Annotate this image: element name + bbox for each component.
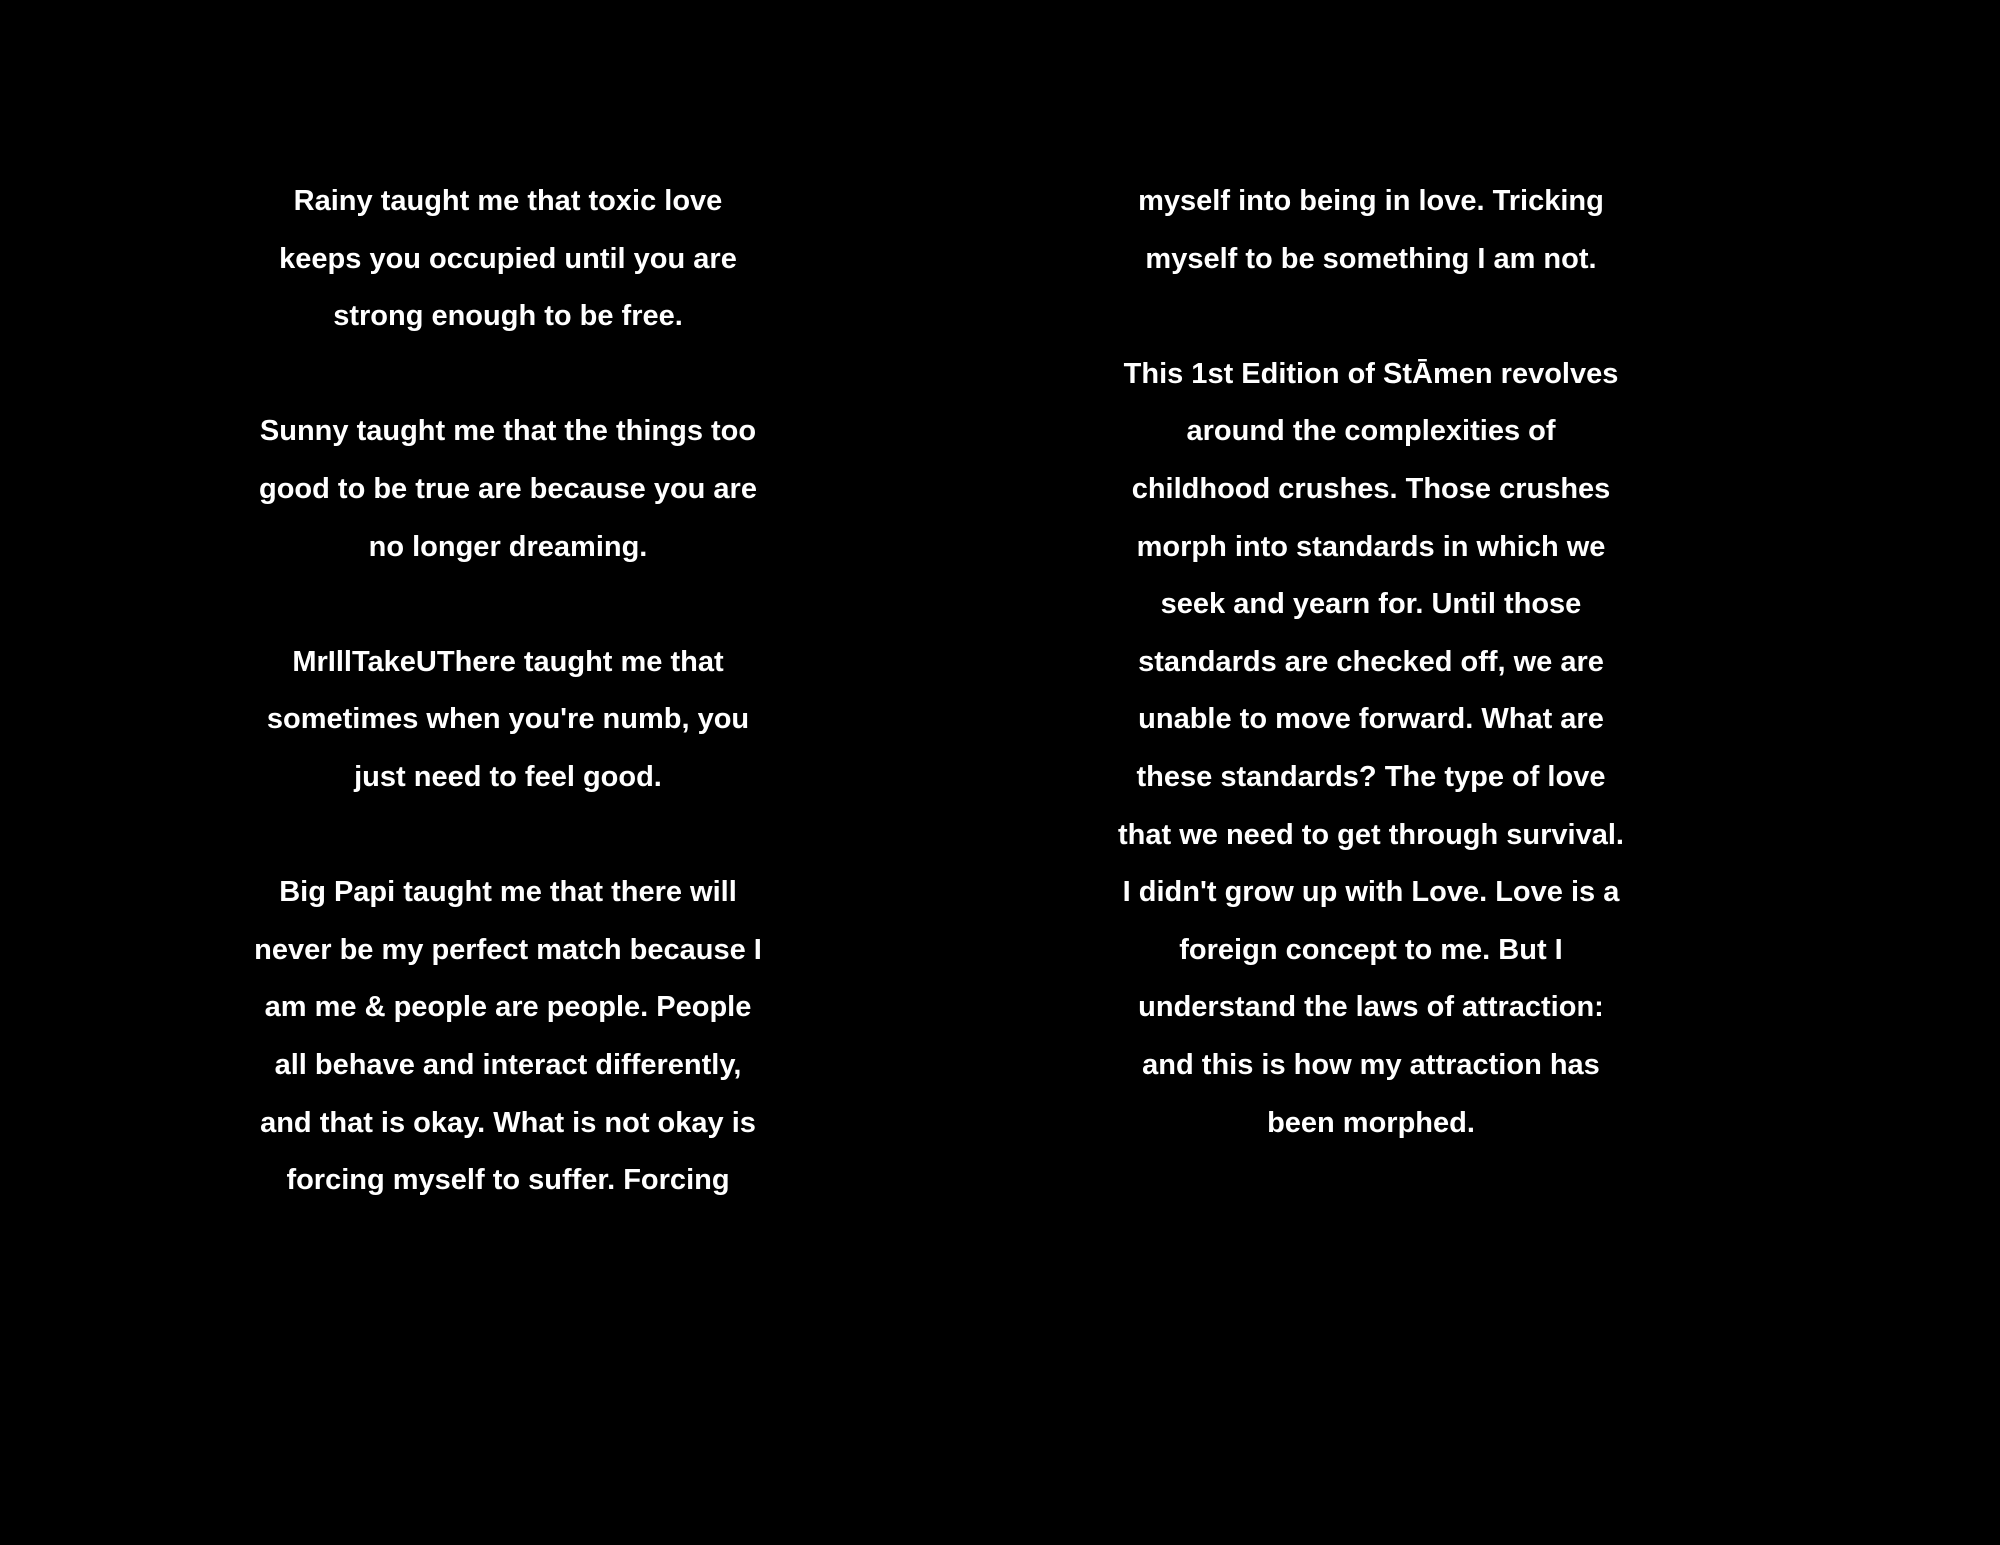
text-line: morph into standards in which we [1136, 530, 1606, 563]
text-line: been morphed. [1267, 1106, 1475, 1139]
text-line: foreign concept to me. But I [1179, 933, 1563, 966]
paragraph-gap [1051, 288, 1691, 346]
paragraph-gap [188, 346, 828, 404]
text-line: am me & people are people. People [264, 991, 752, 1024]
text-line: keeps you occupied until you are [279, 242, 737, 275]
paragraph-sunny [188, 403, 828, 576]
text-line: childhood crushes. Those crushes [1131, 472, 1611, 505]
paragraph-continuation [1051, 173, 1691, 288]
text-line: strong enough to be free. [333, 300, 683, 333]
text-line: sometimes when you're numb, you [266, 703, 750, 736]
text-line: I didn't grow up with Love. Love is a [1122, 876, 1620, 909]
text-line: good to be true are because you are [259, 472, 757, 505]
paragraph-edition-intro [1051, 346, 1691, 1152]
text-line: myself to be something I am not. [1145, 242, 1597, 275]
paragraph-gap [188, 807, 828, 865]
text-line: and this is how my attraction has [1142, 1048, 1600, 1081]
text-line: all behave and interact differently, [274, 1048, 742, 1081]
text-line: understand the laws of attraction: [1138, 991, 1604, 1024]
text-line: This 1st Edition of StĀmen revolves [1123, 357, 1619, 390]
paragraph-rainy [188, 173, 828, 346]
paragraph-mrilltakeuthere [188, 634, 828, 807]
paragraph-gap [188, 576, 828, 634]
paragraph-big-papi [188, 864, 828, 1210]
text-line: unable to move forward. What are [1138, 703, 1604, 736]
text-line: Big Papi taught me that there will [279, 876, 737, 909]
text-line: and that is okay. What is not okay is [260, 1106, 756, 1139]
left-page-text [188, 173, 828, 1210]
text-line: these standards? The type of love [1136, 760, 1606, 793]
text-line: MrIllTakeUThere taught me that [292, 645, 724, 678]
text-line: that we need to get through survival. [1118, 818, 1624, 851]
text-line: just need to feel good. [354, 760, 662, 793]
text-line: seek and yearn for. Until those [1160, 588, 1582, 621]
text-line: Rainy taught me that toxic love [293, 185, 723, 217]
text-line: no longer dreaming. [368, 530, 648, 563]
text-line: myself into being in love. Tricking [1138, 185, 1604, 217]
text-line: never be my perfect match because I [254, 933, 762, 966]
text-line: Sunny taught me that the things too [259, 415, 757, 448]
text-line: standards are checked off, we are [1138, 645, 1604, 678]
text-line: forcing myself to suffer. Forcing [286, 1164, 730, 1197]
text-line: around the complexities of [1186, 415, 1556, 448]
right-page-text [1051, 173, 1691, 1152]
